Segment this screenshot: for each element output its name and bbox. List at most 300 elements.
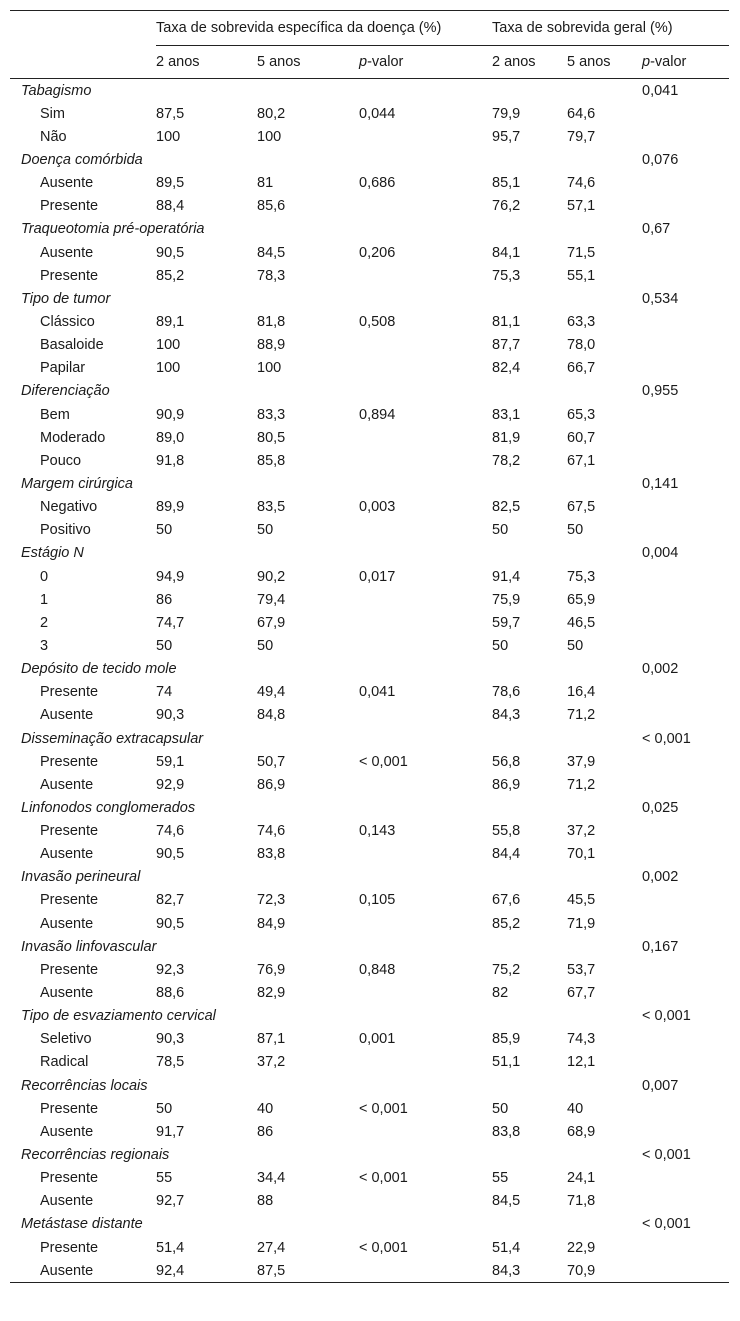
category-row — [10, 866, 729, 889]
cell-disease-2y: 100 — [156, 360, 181, 377]
cell-overall-2y: 50 — [492, 637, 509, 654]
cell-overall-pvalue — [642, 565, 729, 588]
cell-disease-2y: 92,7 — [156, 1193, 185, 1210]
cell-disease-5y: 78,3 — [257, 267, 286, 284]
cell-disease-pvalue: 0,041 — [359, 684, 396, 701]
cell-disease-pvalue — [359, 1259, 492, 1283]
cell-overall-5y — [567, 472, 642, 495]
table-row — [10, 403, 729, 426]
cell-overall-2y: 87,7 — [492, 337, 521, 354]
cell-disease-5y: 40 — [257, 1100, 274, 1117]
row-label: Presente — [40, 267, 99, 284]
table-row — [10, 1120, 729, 1143]
cell-disease-pvalue: < 0,001 — [359, 753, 408, 770]
row-label: Presente — [40, 823, 99, 840]
cell-disease-pvalue — [359, 935, 492, 958]
cell-disease-2y: 91,7 — [156, 1123, 185, 1140]
cell-disease-2y: 86 — [156, 591, 173, 608]
category-label: Linfonodos conglomerados — [21, 799, 196, 816]
row-label: Ausente — [10, 1259, 156, 1283]
cell-disease-pvalue — [359, 866, 492, 889]
cell-overall-pvalue: 0,076 — [642, 151, 679, 168]
category-label: Recorrências locais — [21, 1077, 148, 1094]
cell-overall-5y — [567, 287, 642, 310]
cell-disease-5y: 84,9 — [257, 915, 286, 932]
cell-overall-2y — [492, 472, 567, 495]
cell-overall-5y: 67,5 — [567, 499, 596, 516]
row-label: Ausente — [40, 707, 94, 724]
cell-overall-2y: 85,1 — [492, 175, 521, 192]
table-row — [10, 588, 729, 611]
cell-disease-2y — [156, 79, 257, 103]
cell-overall-2y — [492, 218, 567, 241]
cell-overall-5y: 50 — [567, 637, 584, 654]
cell-overall-pvalue — [642, 1167, 729, 1190]
cell-disease-2y: 78,5 — [156, 1054, 185, 1071]
row-label: Ausente — [40, 1193, 94, 1210]
row-label: Ausente — [40, 244, 94, 261]
cell-disease-pvalue — [359, 195, 492, 218]
cell-disease-2y: 89,0 — [156, 429, 185, 446]
cell-overall-5y: 65,9 — [567, 591, 596, 608]
cell-overall-2y: 84,3 — [492, 707, 521, 724]
cell-overall-2y: 83,8 — [492, 1123, 521, 1140]
cell-disease-5y: 100 — [257, 360, 282, 377]
cell-overall-5y — [567, 1143, 642, 1166]
cell-disease-5y — [257, 658, 359, 681]
cell-overall-2y — [492, 658, 567, 681]
cell-overall-5y: 67,7 — [567, 985, 596, 1002]
table-row — [10, 357, 729, 380]
category-label: Margem cirúrgica — [21, 475, 133, 492]
table-row — [10, 1051, 729, 1074]
category-row — [10, 658, 729, 681]
cell-disease-5y — [257, 472, 359, 495]
header-empty-cell — [10, 46, 156, 79]
row-label: Ausente — [40, 175, 94, 192]
cell-disease-2y — [156, 542, 257, 565]
cell-disease-5y: 34,4 — [257, 1170, 286, 1187]
cell-overall-pvalue — [642, 310, 729, 333]
cell-disease-2y: 91,8 — [156, 452, 185, 469]
cell-overall-5y — [567, 218, 642, 241]
cell-disease-2y: 92,9 — [156, 776, 185, 793]
cell-overall-2y — [492, 380, 567, 403]
cell-overall-5y: 16,4 — [567, 684, 596, 701]
cell-overall-2y: 84,1 — [492, 244, 521, 261]
cell-overall-5y — [567, 727, 642, 750]
cell-disease-2y — [156, 287, 257, 310]
p-rest: -valor — [650, 54, 687, 70]
cell-disease-pvalue: < 0,001 — [359, 1239, 408, 1256]
cell-disease-2y: 55 — [156, 1170, 173, 1187]
header-disease-2y: 2 anos — [156, 46, 257, 79]
table-row — [10, 704, 729, 727]
cell-disease-pvalue — [359, 287, 492, 310]
cell-disease-5y: 88,9 — [257, 337, 286, 354]
cell-overall-pvalue — [642, 958, 729, 981]
cell-overall-5y — [567, 542, 642, 565]
category-row — [10, 1074, 729, 1097]
cell-disease-5y: 100 — [257, 128, 282, 145]
cell-overall-pvalue — [642, 681, 729, 704]
table-row — [10, 195, 729, 218]
cell-overall-5y: 74,3 — [567, 1031, 596, 1048]
cell-overall-2y: 50 — [492, 1100, 509, 1117]
row-label: Moderado — [40, 429, 106, 446]
cell-disease-2y: 74 — [156, 684, 173, 701]
category-row — [10, 796, 729, 819]
table-row — [10, 1259, 729, 1283]
cell-disease-pvalue — [359, 125, 492, 148]
cell-overall-pvalue: < 0,001 — [642, 1008, 691, 1025]
cell-overall-pvalue — [642, 773, 729, 796]
cell-overall-5y: 63,3 — [567, 313, 596, 330]
cell-disease-5y: 86,9 — [257, 776, 286, 793]
header-group-disease: Taxa de sobrevida específica da doença (%) — [156, 11, 492, 46]
cell-disease-2y: 51,4 — [156, 1239, 185, 1256]
row-label: Ausente — [40, 1123, 94, 1140]
cell-overall-5y — [567, 658, 642, 681]
survival-table — [10, 10, 729, 1283]
cell-overall-pvalue — [642, 981, 729, 1004]
cell-disease-5y: 83,8 — [257, 846, 286, 863]
row-label: Presente — [40, 1100, 99, 1117]
cell-overall-pvalue — [642, 750, 729, 773]
cell-overall-5y — [567, 1005, 642, 1028]
cell-overall-5y: 75,3 — [567, 568, 596, 585]
cell-disease-5y: 81 — [257, 175, 274, 192]
cell-overall-2y — [492, 542, 567, 565]
cell-disease-5y: 82,9 — [257, 985, 286, 1002]
cell-overall-2y: 50 — [492, 522, 509, 539]
table-row — [10, 264, 729, 287]
cell-disease-pvalue — [359, 1213, 492, 1236]
cell-disease-pvalue: 0,105 — [359, 892, 396, 909]
cell-overall-2y: 67,6 — [492, 892, 521, 909]
cell-overall-2y: 85,2 — [492, 915, 521, 932]
cell-disease-5y: 81,8 — [257, 313, 286, 330]
cell-disease-2y: 90,5 — [156, 915, 185, 932]
cell-disease-2y — [156, 1213, 257, 1236]
cell-disease-2y — [156, 866, 257, 889]
cell-disease-2y: 89,5 — [156, 175, 185, 192]
cell-disease-2y: 85,2 — [156, 267, 185, 284]
cell-disease-2y — [156, 380, 257, 403]
cell-overall-5y: 37,9 — [567, 753, 596, 770]
cell-disease-pvalue — [359, 449, 492, 472]
cell-overall-2y: 84,4 — [492, 846, 521, 863]
cell-overall-2y — [492, 1213, 567, 1236]
cell-disease-5y — [257, 796, 359, 819]
header-disease-5y: 5 anos — [257, 46, 359, 79]
cell-disease-pvalue — [359, 472, 492, 495]
cell-overall-pvalue: < 0,001 — [642, 1216, 691, 1233]
row-label: Ausente — [40, 915, 94, 932]
cell-overall-5y — [567, 79, 642, 103]
table-row — [10, 1190, 729, 1213]
cell-overall-pvalue: 0,002 — [642, 869, 679, 886]
cell-overall-pvalue — [642, 403, 729, 426]
p-italic: p — [642, 54, 651, 70]
cell-disease-5y — [257, 935, 359, 958]
table-row — [10, 426, 729, 449]
table-row — [10, 1028, 729, 1051]
cell-overall-pvalue: 0,67 — [642, 221, 671, 238]
cell-overall-2y: 75,9 — [492, 591, 521, 608]
cell-overall-2y — [492, 1005, 567, 1028]
cell-disease-5y — [257, 380, 359, 403]
row-label: Clássico — [40, 313, 95, 330]
cell-overall-pvalue — [642, 843, 729, 866]
cell-disease-5y: 50 — [257, 522, 274, 539]
category-label: Invasão linfovascular — [21, 938, 157, 955]
cell-overall-5y: 24,1 — [567, 1170, 596, 1187]
cell-overall-2y: 78,2 — [492, 452, 521, 469]
cell-overall-5y: 55,1 — [567, 267, 596, 284]
cell-overall-5y: 78,0 — [567, 337, 596, 354]
cell-overall-5y: 50 — [567, 522, 584, 539]
table-row — [10, 310, 729, 333]
cell-disease-pvalue — [359, 79, 492, 103]
cell-overall-2y: 56,8 — [492, 753, 521, 770]
table-row — [10, 496, 729, 519]
cell-disease-pvalue — [359, 1074, 492, 1097]
cell-overall-pvalue — [642, 1097, 729, 1120]
table-row — [10, 519, 729, 542]
cell-disease-5y: 87,1 — [257, 1031, 286, 1048]
cell-disease-5y — [257, 727, 359, 750]
row-label: Presente — [40, 1170, 99, 1187]
cell-disease-2y: 50 — [156, 1100, 173, 1117]
cell-overall-pvalue — [642, 704, 729, 727]
cell-disease-pvalue: 0,686 — [359, 175, 396, 192]
cell-disease-pvalue — [359, 773, 492, 796]
cell-disease-pvalue — [359, 218, 492, 241]
cell-disease-pvalue — [359, 1143, 492, 1166]
cell-disease-pvalue: 0,003 — [359, 499, 396, 516]
category-label: Estágio N — [21, 545, 84, 562]
cell-disease-2y: 92,3 — [156, 961, 185, 978]
cell-overall-2y: 84,3 — [492, 1259, 567, 1283]
cell-overall-5y: 79,7 — [567, 128, 596, 145]
cell-overall-pvalue — [642, 634, 729, 657]
category-label: Tipo de tumor — [21, 290, 111, 307]
cell-disease-pvalue — [359, 264, 492, 287]
cell-disease-5y — [257, 866, 359, 889]
cell-disease-pvalue: < 0,001 — [359, 1100, 408, 1117]
row-label: Presente — [40, 1239, 99, 1256]
cell-overall-2y — [492, 935, 567, 958]
cell-disease-5y: 86 — [257, 1123, 274, 1140]
cell-overall-2y: 82,5 — [492, 499, 521, 516]
cell-overall-2y: 81,9 — [492, 429, 521, 446]
cell-overall-5y: 37,2 — [567, 823, 596, 840]
cell-overall-pvalue — [642, 357, 729, 380]
cell-disease-pvalue: 0,508 — [359, 313, 396, 330]
cell-overall-5y: 22,9 — [567, 1239, 596, 1256]
category-row — [10, 148, 729, 171]
header-empty-cell — [10, 11, 156, 46]
cell-overall-5y — [567, 1074, 642, 1097]
header-overall-2y: 2 anos — [492, 46, 567, 79]
cell-disease-5y: 84,8 — [257, 707, 286, 724]
cell-overall-pvalue — [642, 1028, 729, 1051]
cell-overall-2y: 76,2 — [492, 198, 521, 215]
cell-overall-pvalue — [642, 172, 729, 195]
cell-disease-5y: 79,4 — [257, 591, 286, 608]
category-label: Depósito de tecido mole — [21, 661, 177, 678]
category-row — [10, 472, 729, 495]
cell-overall-5y: 71,2 — [567, 707, 596, 724]
cell-disease-pvalue: 0,143 — [359, 823, 396, 840]
header-overall-5y: 5 anos — [567, 46, 642, 79]
cell-disease-2y: 100 — [156, 128, 181, 145]
cell-overall-pvalue — [642, 496, 729, 519]
cell-overall-2y: 55 — [492, 1170, 509, 1187]
table-row — [10, 172, 729, 195]
cell-disease-pvalue — [359, 1120, 492, 1143]
cell-overall-2y: 81,1 — [492, 313, 521, 330]
cell-disease-2y: 74,6 — [156, 823, 185, 840]
cell-disease-pvalue — [359, 1051, 492, 1074]
cell-disease-5y — [257, 542, 359, 565]
cell-disease-pvalue — [359, 426, 492, 449]
cell-disease-5y — [257, 1213, 359, 1236]
row-label: Presente — [40, 892, 99, 909]
cell-overall-pvalue — [642, 889, 729, 912]
cell-disease-pvalue: 0,206 — [359, 244, 396, 261]
cell-overall-5y: 70,1 — [567, 846, 596, 863]
cell-overall-pvalue: 0,141 — [642, 475, 679, 492]
category-row — [10, 218, 729, 241]
cell-disease-pvalue: < 0,001 — [359, 1170, 408, 1187]
cell-disease-2y: 50 — [156, 637, 173, 654]
cell-disease-5y: 67,9 — [257, 614, 286, 631]
row-label: Radical — [40, 1054, 89, 1071]
table-row — [10, 1236, 729, 1259]
cell-overall-pvalue: < 0,001 — [642, 730, 691, 747]
cell-disease-2y: 90,3 — [156, 707, 185, 724]
cell-overall-pvalue — [642, 449, 729, 472]
cell-disease-pvalue — [359, 912, 492, 935]
cell-disease-pvalue: 0,017 — [359, 568, 396, 585]
cell-disease-pvalue: 0,001 — [359, 1031, 396, 1048]
row-label: 1 — [40, 591, 49, 608]
cell-disease-2y: 90,5 — [156, 846, 185, 863]
cell-overall-5y — [567, 380, 642, 403]
category-label: Tipo de esvaziamento cervical — [21, 1008, 216, 1025]
category-row — [10, 935, 729, 958]
cell-overall-pvalue: 0,004 — [642, 545, 679, 562]
row-label: 3 — [40, 637, 49, 654]
cell-overall-pvalue — [642, 195, 729, 218]
table-row — [10, 981, 729, 1004]
header-row-columns — [10, 46, 729, 79]
cell-disease-2y: 50 — [156, 522, 173, 539]
cell-disease-pvalue — [359, 380, 492, 403]
row-label: Positivo — [40, 522, 91, 539]
category-label: Disseminação extracapsular — [21, 730, 204, 747]
cell-overall-5y: 65,3 — [567, 406, 596, 423]
cell-overall-pvalue — [642, 519, 729, 542]
category-label: Recorrências regionais — [21, 1147, 170, 1164]
cell-overall-pvalue — [642, 241, 729, 264]
row-label: Sim — [40, 105, 65, 122]
survival-table-container — [10, 10, 729, 1283]
cell-disease-5y: 90,2 — [257, 568, 286, 585]
row-label: Seletivo — [40, 1031, 92, 1048]
category-row — [10, 1005, 729, 1028]
cell-disease-pvalue — [359, 542, 492, 565]
cell-disease-2y — [156, 1074, 257, 1097]
cell-overall-5y — [567, 935, 642, 958]
cell-overall-5y: 71,5 — [567, 244, 596, 261]
cell-overall-2y: 84,5 — [492, 1193, 521, 1210]
header-group-overall-label: Taxa de sobrevida geral (%) — [492, 20, 673, 36]
cell-disease-2y: 88,4 — [156, 198, 185, 215]
row-label: Presente — [40, 684, 99, 701]
cell-disease-5y: 74,6 — [257, 823, 286, 840]
cell-disease-pvalue — [359, 1190, 492, 1213]
cell-overall-5y: 57,1 — [567, 198, 596, 215]
header-disease-pvalue — [359, 46, 492, 79]
cell-disease-pvalue — [359, 796, 492, 819]
cell-overall-2y: 82 — [492, 985, 509, 1002]
category-label: Doença comórbida — [21, 151, 143, 168]
table-row — [10, 1097, 729, 1120]
table-row — [10, 634, 729, 657]
cell-disease-2y: 94,9 — [156, 568, 185, 585]
cell-disease-5y: 83,3 — [257, 406, 286, 423]
cell-overall-5y: 71,2 — [567, 776, 596, 793]
cell-overall-pvalue — [642, 1120, 729, 1143]
cell-disease-5y: 27,4 — [257, 1239, 286, 1256]
cell-overall-2y: 75,2 — [492, 961, 521, 978]
cell-disease-pvalue — [359, 148, 492, 171]
table-row — [10, 681, 729, 704]
cell-overall-pvalue: 0,534 — [642, 290, 679, 307]
cell-overall-2y — [492, 1074, 567, 1097]
cell-disease-2y — [156, 472, 257, 495]
cell-disease-2y: 89,9 — [156, 499, 185, 516]
cell-disease-2y: 92,4 — [156, 1259, 257, 1283]
header-group-overall — [492, 11, 729, 46]
header-overall-pvalue — [642, 46, 729, 79]
cell-overall-2y: 78,6 — [492, 684, 521, 701]
cell-disease-5y: 88 — [257, 1193, 274, 1210]
cell-overall-pvalue: 0,041 — [642, 82, 679, 99]
row-label: Pouco — [40, 452, 82, 469]
cell-overall-2y — [492, 866, 567, 889]
cell-disease-5y: 83,5 — [257, 499, 286, 516]
cell-disease-5y: 37,2 — [257, 1054, 286, 1071]
cell-disease-pvalue — [359, 727, 492, 750]
category-label: Invasão perineural — [21, 869, 141, 886]
table-row — [10, 611, 729, 634]
cell-disease-2y — [156, 935, 257, 958]
table-row — [10, 750, 729, 773]
cell-overall-5y: 68,9 — [567, 1123, 596, 1140]
cell-disease-pvalue: 0,894 — [359, 406, 396, 423]
cell-overall-pvalue: < 0,001 — [642, 1147, 691, 1164]
table-row — [10, 449, 729, 472]
table-row — [10, 565, 729, 588]
cell-disease-pvalue: 0,044 — [359, 105, 396, 122]
table-row — [10, 958, 729, 981]
cell-disease-5y — [257, 287, 359, 310]
cell-disease-pvalue: 0,848 — [359, 961, 396, 978]
